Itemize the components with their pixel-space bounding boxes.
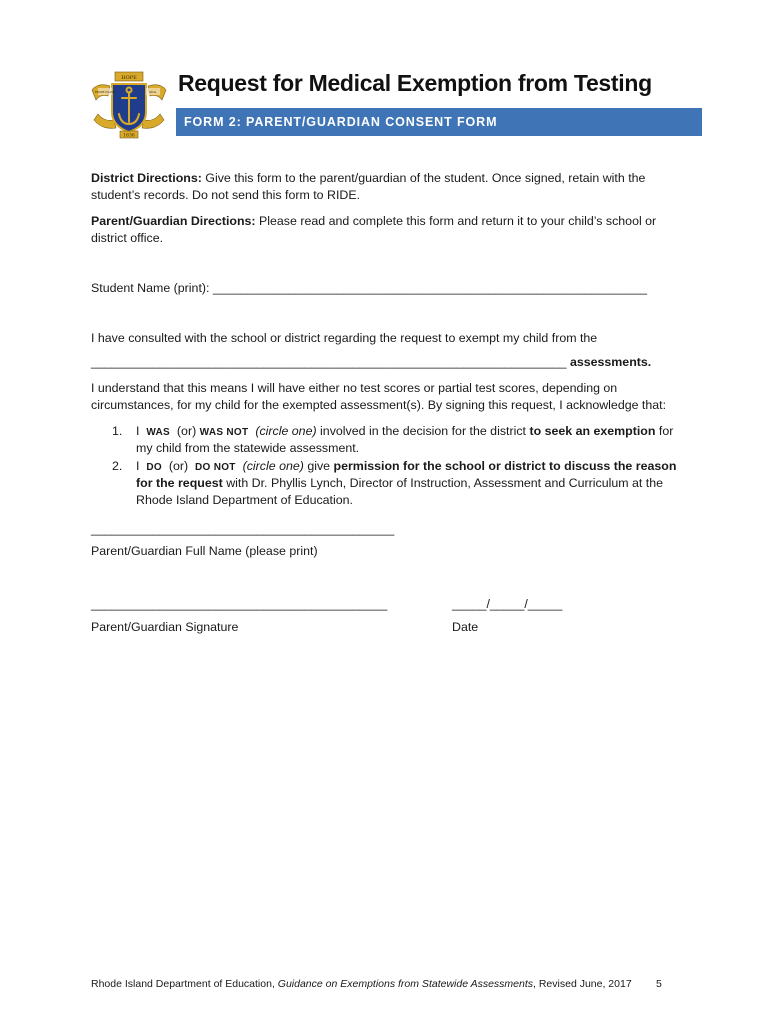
item-1-post: for [655,424,674,438]
page-number: 5 [656,978,662,990]
seal-left-ribbon-text: RHODE ISLAND [94,91,116,94]
guardian-signature-label: Parent/Guardian Signature [91,620,239,634]
footer-doc-title: Guidance on Exemptions from Statewide Assessments [277,978,534,990]
item-2-bold: permission for the school or district to discuss the reason [333,459,677,473]
item-2-number: 2. [112,459,123,473]
parent-directions-line-1 [91,213,656,230]
item-2-line-2-rest: with Dr. Phyllis Lynch, Director of Instruction, Assessment and Curriculum at the [222,476,664,490]
assessments-label: assessments. [566,355,652,369]
item-1-circle-one: (circle one) [255,424,317,438]
parent-directions-label: Parent/Guardian Directions: [91,214,256,228]
item-2-or: (or) [168,459,189,473]
date-blank[interactable]: _____/_____/_____ [452,597,563,611]
district-directions-line-2: student’s records. Do not send this form to RIDE. [91,188,361,202]
guardian-signature-blank[interactable]: ___________________________________________ [91,597,388,611]
item-1-or: (or) [176,424,197,438]
date-label: Date [452,620,479,634]
option-was-not[interactable]: WAS NOT [199,427,249,438]
footer-revised: , Revised June, 2017 [533,978,632,990]
parent-directions-line-2: district office. [91,231,164,245]
district-directions-label: District Directions: [91,171,202,185]
student-name-blank[interactable]: _______________________________________________________________ [212,281,648,295]
understand-line-1: I understand that this means I will have either no test scores or partial test scores, depending on [91,381,618,395]
option-was[interactable]: WAS [146,427,171,438]
district-directions-text: Give this form to the parent/guardian of the student. Once signed, retain with the [201,171,646,185]
student-name-label: Student Name (print): [91,281,213,295]
guardian-name-label: Parent/Guardian Full Name (please print) [91,544,318,558]
item-2-line-2-bold: for the request [136,476,223,490]
guardian-name-blank[interactable]: ____________________________________________ [91,522,395,536]
footer-org: Rhode Island Department of Education, [91,978,278,990]
item-2-pre: give [303,459,334,473]
item-1-pre: involved in the decision for the district [316,424,530,438]
district-directions-line-1 [91,170,645,187]
student-name-field[interactable] [91,280,647,297]
consult-statement-line-1: I have consulted with the school or district regarding the request to exempt my child from the [91,331,598,345]
item-2-line-3: Rhode Island Department of Education. [136,493,353,507]
item-1-bold: to seek an exemption [529,424,656,438]
item-1-line-1 [136,423,673,441]
form-banner [176,108,702,136]
seal-hope-text: HOPE [121,75,137,81]
parent-directions-text: Please read and complete this form and return it to your child’s school or [255,214,657,228]
item-2-line-2 [136,475,663,492]
seal-right-ribbon-text: SEAL [149,91,157,94]
understand-line-2: circumstances, for my child for the exempted assessment(s). By signing this request, I acknowledge that: [91,398,667,412]
option-do-not[interactable]: DO NOT [195,462,236,473]
item-2-circle-one: (circle one) [242,459,304,473]
item-1-i: I [136,424,140,438]
item-2-i: I [136,459,140,473]
rhode-island-seal-logo [88,68,170,140]
footer-citation [91,978,632,990]
item-1-line-2: my child from the statewide assessment. [136,441,360,455]
assessment-name-blank[interactable]: _____________________________________________________________________ [91,355,567,369]
option-do[interactable]: DO [146,462,162,473]
form-banner-label: FORM 2: PARENT/GUARDIAN CONSENT FORM [184,115,498,129]
item-2-line-1 [136,458,676,476]
seal-year-text: 1636 [123,133,135,139]
page-title: Request for Medical Exemption from Testing [178,70,652,96]
item-1-number: 1. [112,424,123,438]
assessment-name-field[interactable] [91,354,651,371]
